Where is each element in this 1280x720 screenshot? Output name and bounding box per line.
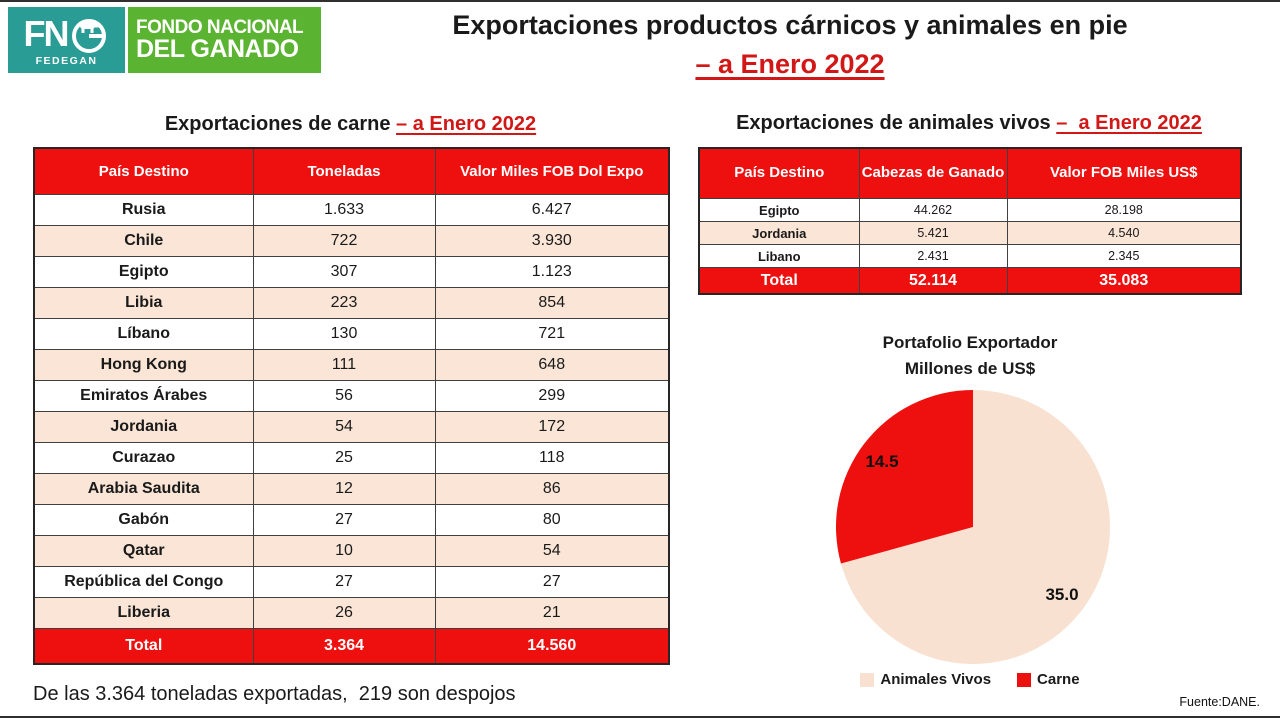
country-cell: Chile [34, 226, 253, 257]
country-cell: Libano [699, 245, 859, 268]
header-cell: Toneladas [253, 148, 435, 195]
value-cell: 854 [435, 288, 669, 319]
value-cell: 118 [435, 443, 669, 474]
total-cell: Total [699, 268, 859, 295]
value-cell: 4.540 [1007, 222, 1241, 245]
bottom-border-rule [0, 716, 1280, 718]
legend-item [860, 671, 991, 688]
header-cell: Cabezas de Ganado [859, 148, 1007, 199]
header-cell: País Destino [699, 148, 859, 199]
total-cell: 3.364 [253, 629, 435, 665]
value-cell: 2.431 [859, 245, 1007, 268]
total-cell: 52.114 [859, 268, 1007, 295]
table-row [34, 536, 669, 567]
legend-swatch [860, 673, 874, 687]
legend-swatch [1017, 673, 1031, 687]
value-cell: 223 [253, 288, 435, 319]
value-cell: 54 [253, 412, 435, 443]
table-row [699, 199, 1241, 222]
value-cell: 3.930 [435, 226, 669, 257]
cow-circle-icon [68, 13, 110, 55]
del-ganado-label: DEL GANADO [136, 35, 299, 64]
table-row [34, 505, 669, 536]
value-cell: 6.427 [435, 195, 669, 226]
pie-legend [740, 671, 1200, 688]
live-section-title-red: – a Enero 2022 [1056, 112, 1202, 134]
total-cell: 35.083 [1007, 268, 1241, 295]
country-cell: Qatar [34, 536, 253, 567]
table-row [34, 474, 669, 505]
country-cell: Arabia Saudita [34, 474, 253, 505]
table-row [34, 598, 669, 629]
value-cell: 648 [435, 350, 669, 381]
country-cell: Jordania [34, 412, 253, 443]
table-row [34, 443, 669, 474]
country-cell: Gabón [34, 505, 253, 536]
cow-icon [80, 22, 99, 33]
header-row [699, 148, 1241, 199]
table-row [699, 222, 1241, 245]
table-row [34, 319, 669, 350]
meat-section-title-red: – a Enero 2022 [396, 113, 537, 135]
fng-logo-green-panel [128, 7, 321, 73]
legend-label: Carne [1037, 671, 1080, 688]
value-cell: 28.198 [1007, 199, 1241, 222]
fedegan-label: FEDEGAN [35, 54, 98, 67]
pie-chart-subtitle: Millones de US$ [904, 359, 1036, 378]
value-cell: 12 [253, 474, 435, 505]
total-cell: Total [34, 629, 253, 665]
pie-chart-title: Portafolio Exportador [882, 333, 1058, 352]
total-row [699, 268, 1241, 295]
country-cell: República del Congo [34, 567, 253, 598]
header-cell: País Destino [34, 148, 253, 195]
value-cell: 21 [435, 598, 669, 629]
value-cell: 25 [253, 443, 435, 474]
meat-section-title [33, 113, 668, 136]
value-cell: 1.123 [435, 257, 669, 288]
portfolio-pie-chart [836, 390, 1110, 664]
source-note: Fuente:DANE. [1179, 695, 1260, 709]
despojos-note: De las 3.364 toneladas exportadas, 219 son despojos [33, 683, 516, 705]
value-cell: 299 [435, 381, 669, 412]
live-section-title [698, 112, 1240, 135]
legend-label: Animales Vivos [880, 671, 992, 688]
value-cell: 130 [253, 319, 435, 350]
live-section-title-black: Exportaciones de animales vivos [736, 112, 1057, 134]
table-row [34, 288, 669, 319]
value-cell: 56 [253, 381, 435, 412]
value-cell: 27 [253, 505, 435, 536]
value-cell: 80 [435, 505, 669, 536]
pie-value-carne: 14.5 [865, 452, 899, 471]
value-cell: 54 [435, 536, 669, 567]
fng-logo [8, 7, 322, 73]
value-cell: 111 [253, 350, 435, 381]
fondo-nacional-label: FONDO NACIONAL [136, 16, 304, 38]
table-row [699, 245, 1241, 268]
value-cell: 10 [253, 536, 435, 567]
header-cell: Valor Miles FOB Dol Expo [435, 148, 669, 195]
table-row [34, 412, 669, 443]
page-title-period [300, 49, 1280, 80]
value-cell: 44.262 [859, 199, 1007, 222]
meat-exports-table [33, 147, 670, 665]
top-border-rule [0, 0, 1280, 2]
country-cell: Rusia [34, 195, 253, 226]
country-cell: Libia [34, 288, 253, 319]
value-cell: 5.421 [859, 222, 1007, 245]
page-title: Exportaciones productos cárnicos y animales en pie [452, 10, 1128, 40]
page-title-period-text: – a Enero 2022 [695, 49, 885, 79]
value-cell: 1.633 [253, 195, 435, 226]
country-cell: Líbano [34, 319, 253, 350]
country-cell: Curazao [34, 443, 253, 474]
total-row [34, 629, 669, 665]
table-row [34, 567, 669, 598]
value-cell: 172 [435, 412, 669, 443]
fng-acronym: FN [23, 12, 68, 54]
value-cell: 86 [435, 474, 669, 505]
total-cell: 14.560 [435, 629, 669, 665]
country-cell: Egipto [699, 199, 859, 222]
value-cell: 722 [253, 226, 435, 257]
country-cell: Liberia [34, 598, 253, 629]
table-row [34, 226, 669, 257]
table-row [34, 350, 669, 381]
value-cell: 27 [435, 567, 669, 598]
country-cell: Hong Kong [34, 350, 253, 381]
pie-value-animales-vivos: 35.0 [1045, 585, 1079, 604]
meat-section-title-black: Exportaciones de carne [164, 113, 397, 135]
header-cell: Valor FOB Miles US$ [1007, 148, 1241, 199]
country-cell: Jordania [699, 222, 859, 245]
table-row [34, 257, 669, 288]
value-cell: 2.345 [1007, 245, 1241, 268]
fng-logo-teal-panel [8, 7, 125, 73]
country-cell: Emiratos Árabes [34, 381, 253, 412]
live-animals-table [698, 147, 1242, 295]
value-cell: 307 [253, 257, 435, 288]
value-cell: 27 [253, 567, 435, 598]
country-cell: Egipto [34, 257, 253, 288]
header-row [34, 148, 669, 195]
value-cell: 26 [253, 598, 435, 629]
legend-item [1017, 671, 1080, 688]
table-row [34, 381, 669, 412]
value-cell: 721 [435, 319, 669, 350]
table-row [34, 195, 669, 226]
